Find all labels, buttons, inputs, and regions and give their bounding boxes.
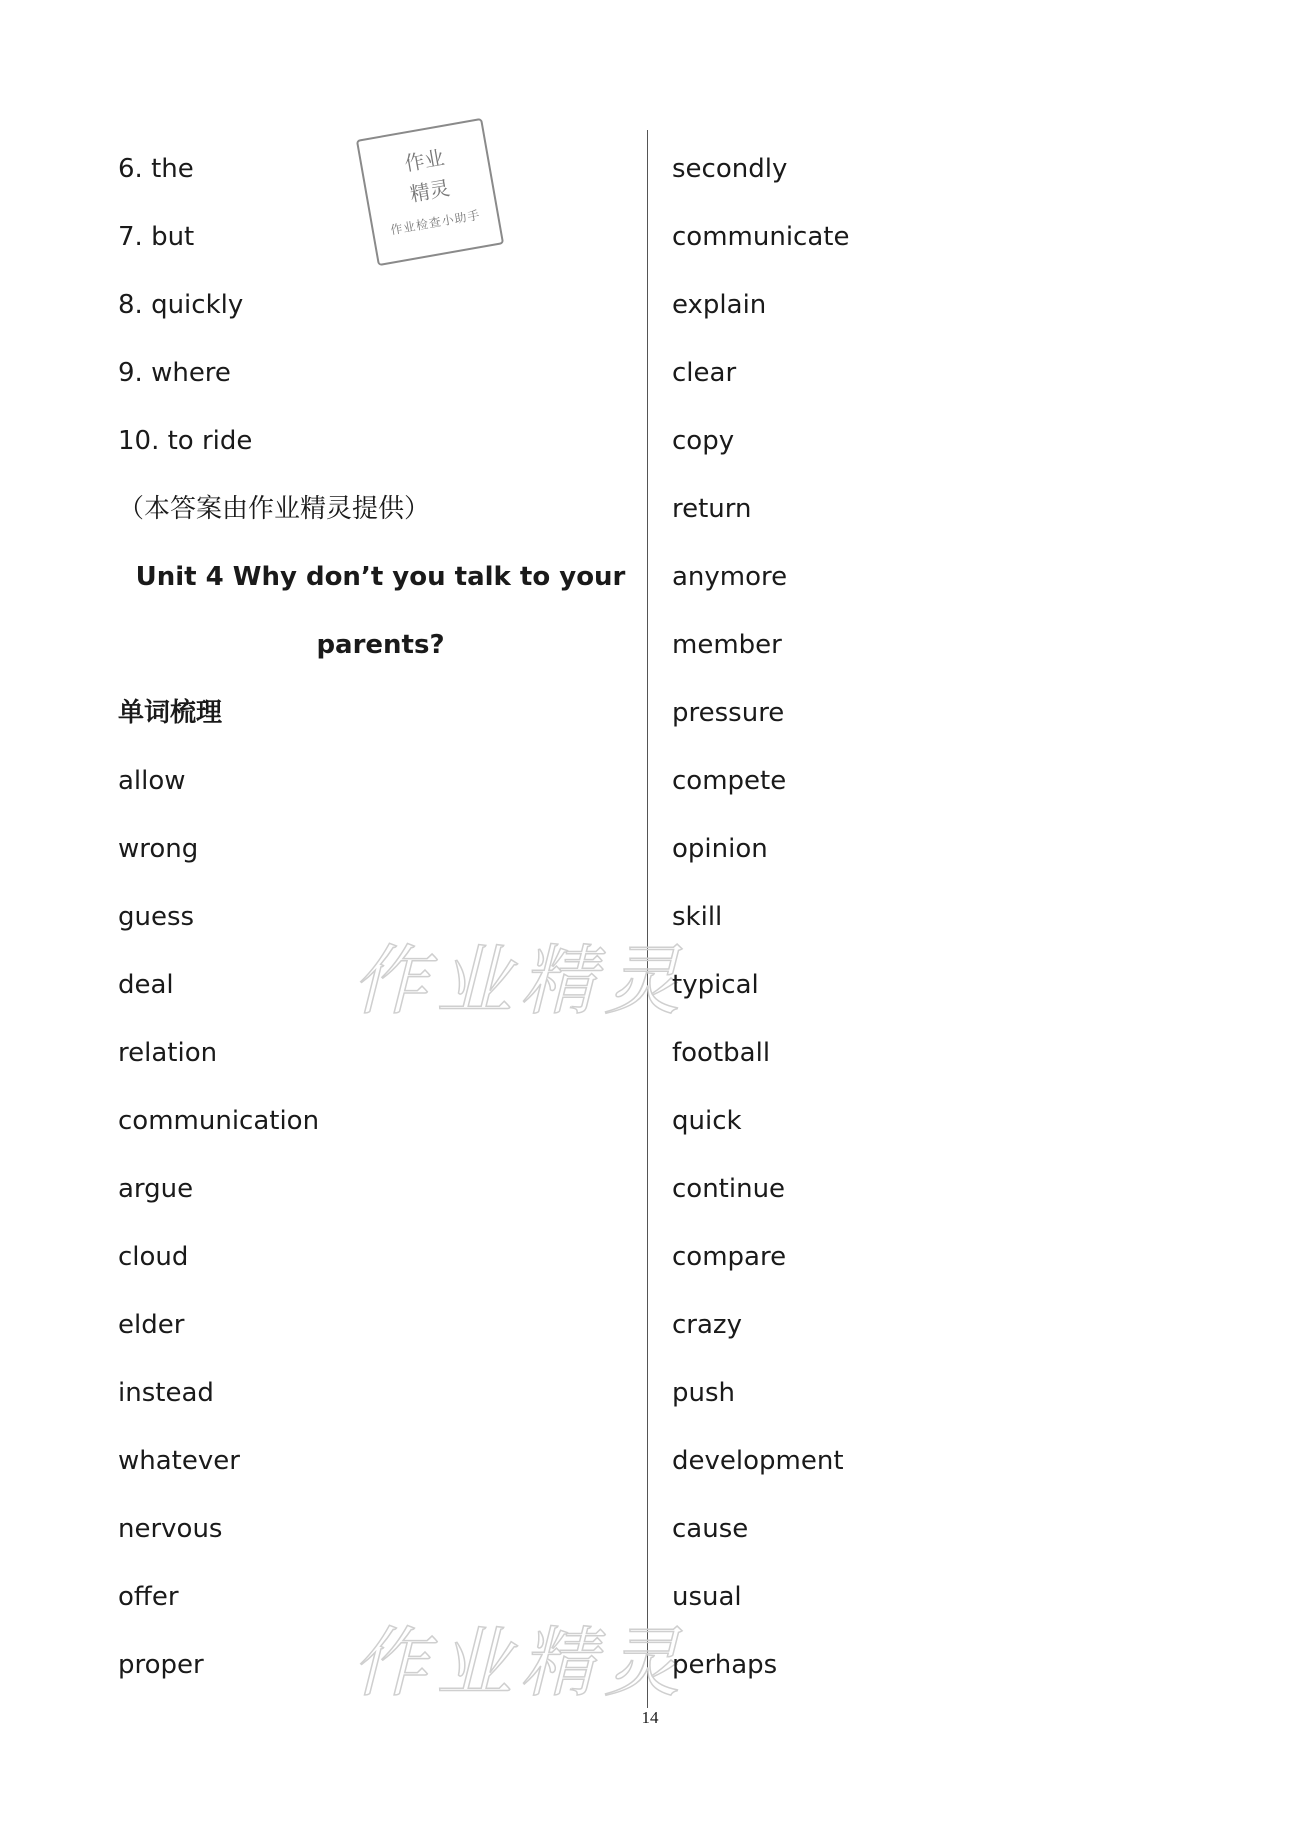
word-item: deal bbox=[118, 970, 174, 1000]
word-item: anymore bbox=[672, 562, 788, 592]
word-item: cloud bbox=[118, 1242, 189, 1272]
word-item: copy bbox=[672, 426, 735, 456]
word-item: development bbox=[672, 1446, 844, 1476]
word-item: allow bbox=[118, 766, 186, 796]
word-item: pressure bbox=[672, 698, 785, 728]
word-item: continue bbox=[672, 1174, 786, 1204]
word-item: elder bbox=[118, 1310, 185, 1340]
word-item: compete bbox=[672, 766, 787, 796]
word-item: instead bbox=[118, 1378, 214, 1408]
word-item: member bbox=[672, 630, 782, 660]
word-item: return bbox=[672, 494, 752, 524]
left-column bbox=[118, 140, 643, 1704]
answer-line: 9. where bbox=[118, 358, 231, 388]
word-item: secondly bbox=[672, 154, 788, 184]
section-heading: 单词梳理 bbox=[118, 698, 223, 728]
word-item: communication bbox=[118, 1106, 320, 1136]
word-item: offer bbox=[118, 1582, 179, 1612]
page-number: 14 bbox=[641, 1708, 659, 1727]
answer-line: 8. quickly bbox=[118, 290, 244, 320]
unit-title-line-2: parents? bbox=[316, 630, 445, 660]
word-item: clear bbox=[672, 358, 737, 388]
column-divider bbox=[647, 130, 648, 1708]
answer-line: 7. but bbox=[118, 222, 195, 252]
word-item: football bbox=[672, 1038, 771, 1068]
answer-line: 6. the bbox=[118, 154, 194, 184]
word-item: guess bbox=[118, 902, 195, 932]
word-item: communicate bbox=[672, 222, 850, 252]
word-item: quick bbox=[672, 1106, 742, 1136]
word-item: opinion bbox=[672, 834, 768, 864]
stamp-line-3: 作业检查小助手 bbox=[389, 207, 482, 238]
stamp-line-2: 精灵 bbox=[408, 175, 452, 207]
word-item: perhaps bbox=[672, 1650, 778, 1680]
word-item: usual bbox=[672, 1582, 742, 1612]
watermark: 作业精灵 bbox=[352, 1618, 688, 1707]
watermark: 作业精灵 bbox=[352, 936, 688, 1025]
word-item: argue bbox=[118, 1174, 194, 1204]
word-item: relation bbox=[118, 1038, 218, 1068]
word-item: proper bbox=[118, 1650, 204, 1680]
word-item: compare bbox=[672, 1242, 787, 1272]
right-column bbox=[672, 140, 1192, 1704]
source-note: （本答案由作业精灵提供） bbox=[118, 494, 431, 524]
word-item: nervous bbox=[118, 1514, 223, 1544]
word-item: explain bbox=[672, 290, 767, 320]
word-item: whatever bbox=[118, 1446, 240, 1476]
word-item: cause bbox=[672, 1514, 749, 1544]
word-item: wrong bbox=[118, 834, 199, 864]
word-item: push bbox=[672, 1378, 736, 1408]
word-item: skill bbox=[672, 902, 723, 932]
word-item: crazy bbox=[672, 1310, 742, 1340]
answer-line: 10. to ride bbox=[118, 426, 253, 456]
stamp-line-1: 作业 bbox=[402, 145, 447, 176]
word-item: typical bbox=[672, 970, 759, 1000]
unit-title-line-1: Unit 4 Why don’t you talk to your bbox=[135, 562, 626, 592]
